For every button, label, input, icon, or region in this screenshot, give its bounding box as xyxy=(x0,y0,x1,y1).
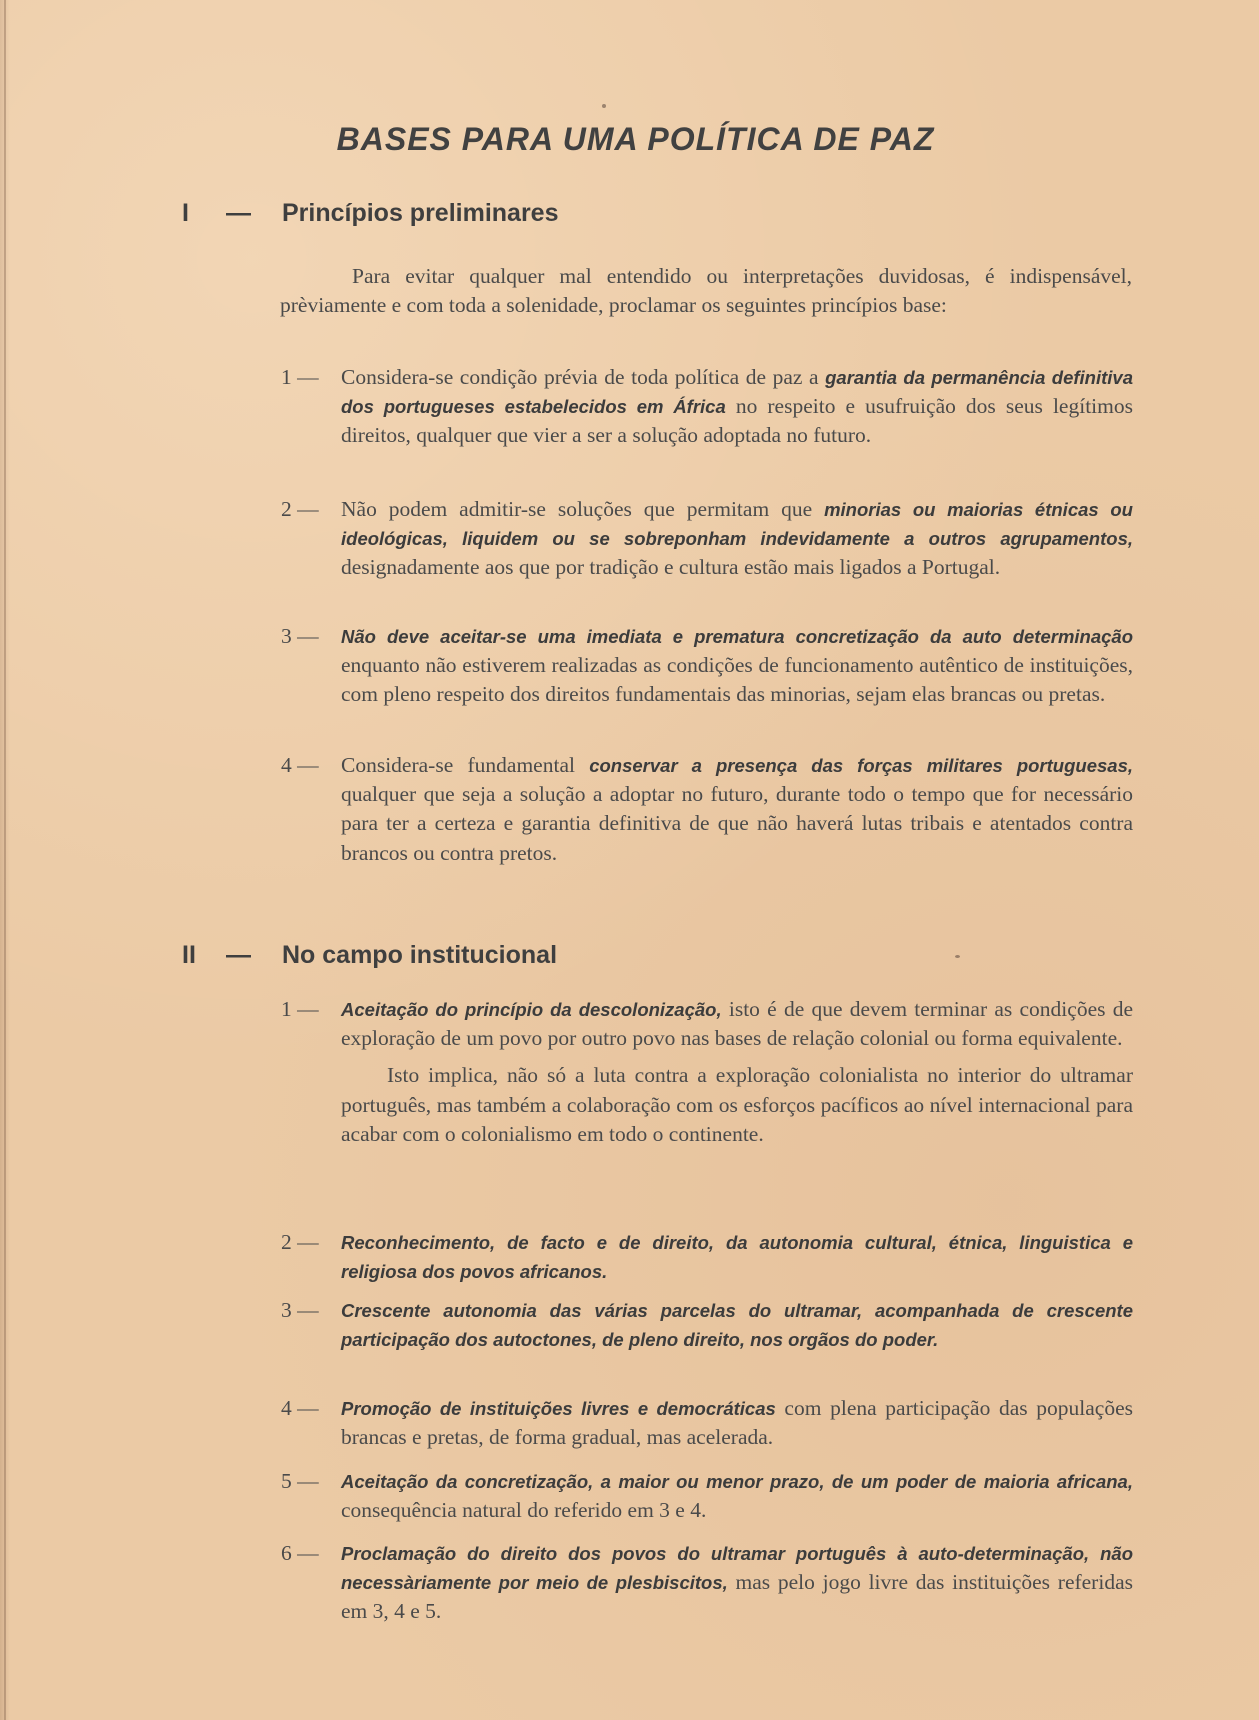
item-emphasis: conservar a presença das forças militares portuguesas, xyxy=(589,755,1133,776)
item-marker: 3 — xyxy=(281,624,319,648)
item-text: consequência natural do referido em 3 e 4. xyxy=(341,1498,707,1523)
section-heading-1 xyxy=(182,199,559,228)
section-dash: — xyxy=(226,941,251,969)
list-item xyxy=(281,1296,1133,1354)
item-number: 3 xyxy=(281,1298,292,1322)
item-text: Considera-se condição prévia de toda política de paz a xyxy=(341,365,826,389)
list-item xyxy=(281,495,1133,583)
list-item xyxy=(281,1394,1133,1452)
list-item xyxy=(281,363,1133,451)
item-body xyxy=(341,751,1133,868)
item-text: mas pelo jogo livre das instituições referidas em 3, 4 e 5. xyxy=(341,1570,1133,1624)
item-number: 2 xyxy=(281,1230,292,1254)
document-title: BASES PARA UMA POLÍTICA DE PAZ xyxy=(336,121,935,157)
section-title: Princípios preliminares xyxy=(282,199,559,227)
item-body xyxy=(341,622,1133,710)
item-number: 4 xyxy=(281,1396,292,1420)
item-emphasis: Crescente autonomia das várias parcelas do ultramar, acompanhada de crescente participação dos autoctones, de pleno direito, nos orgãos do poder. xyxy=(341,1300,1133,1351)
item-number: 1 xyxy=(281,365,292,389)
item-number: 4 xyxy=(281,753,292,777)
item-number: 3 xyxy=(281,624,292,648)
item-text: Não podem admitir-se soluções que permitam que xyxy=(341,497,825,521)
item-number: 1 xyxy=(281,997,292,1021)
item-marker: 2 — xyxy=(281,1230,319,1254)
item-marker: 2 — xyxy=(281,497,319,521)
item-marker: 3 — xyxy=(281,1298,319,1322)
item-text: isto é de que devem terminar as condições de exploração de um povo por outro povo nas bases de relação colonial ou forma equivalente. xyxy=(341,997,1134,1051)
item-emphasis: minorias ou maiorias étnicas ou ideológicas, liquidem ou se sobreponham indevidamente a outros agrupamentos, xyxy=(341,499,1133,550)
item-extra-paragraph: Isto implica, não só a luta contra a exploração colonialista no interior do ultramar português, mas também a colaboração com os esforços pacíficos ao nível internacional para acabar com o colonialismo em todo o continente. xyxy=(341,1063,1133,1146)
item-number: 5 xyxy=(281,1469,292,1493)
item-body xyxy=(341,1394,1133,1452)
item-emphasis: Reconhecimento, de facto e de direito, da autonomia cultural, étnica, linguistica e religiosa dos povos africanos. xyxy=(341,1232,1133,1283)
item-marker: 1 — xyxy=(281,997,319,1021)
section-number: I xyxy=(182,199,189,227)
list-item xyxy=(281,1539,1133,1627)
item-emphasis: Aceitação da concretização, a maior ou menor prazo, de um poder de maioria africana, xyxy=(341,1471,1133,1492)
item-marker: 1 — xyxy=(281,365,319,389)
list-item xyxy=(281,1467,1133,1525)
item-text: com plena participação das populações brancas e pretas, de forma gradual, mas acelerada. xyxy=(341,1396,1133,1450)
list-item xyxy=(281,995,1133,1149)
item-emphasis: Aceitação do princípio da descolonização, xyxy=(341,999,722,1020)
item-marker: 4 — xyxy=(281,753,319,777)
ink-speck xyxy=(602,104,606,108)
item-body xyxy=(341,995,1133,1149)
item-body xyxy=(341,363,1133,451)
item-text: enquanto não estiverem realizadas as condições de funcionamento autêntico de instituições, com pleno respeito dos direitos fundamentais das minorias, sejam elas brancas ou pretas. xyxy=(341,653,1133,707)
section-number: II xyxy=(182,941,196,969)
item-body xyxy=(341,1228,1133,1286)
item-emphasis: garantia da permanência definitiva dos portugueses estabelecidos em África xyxy=(341,367,1133,418)
item-number: 2 xyxy=(281,497,292,521)
item-marker: 4 — xyxy=(281,1396,319,1420)
list-item xyxy=(281,751,1133,868)
item-emphasis: Proclamação do direito dos povos do ultramar português à auto-determinação, não necessàriamente por meio de plesbiscitos, xyxy=(341,1543,1133,1594)
item-body xyxy=(341,1296,1133,1354)
list-item xyxy=(281,1228,1133,1286)
item-marker: 6 — xyxy=(281,1541,319,1565)
item-number: 6 xyxy=(281,1541,292,1565)
ink-speck xyxy=(955,955,960,958)
item-marker: 5 — xyxy=(281,1469,319,1493)
list-item xyxy=(281,622,1133,710)
section-title: No campo institucional xyxy=(282,941,558,969)
intro-paragraph xyxy=(280,262,1132,320)
item-emphasis: Promoção de instituições livres e democráticas xyxy=(341,1398,776,1419)
page-edge xyxy=(4,0,6,1720)
intro-text: Para evitar qualquer mal entendido ou interpretações duvidosas, é indispensável, prèviamente e com toda a solenidade, proclamar os seguintes princípios base: xyxy=(280,264,1132,318)
item-body xyxy=(341,1539,1133,1627)
item-text: no respeito e usufruição dos seus legítimos direitos, qualquer que vier a ser a solução adoptada no futuro. xyxy=(341,394,1133,448)
item-body xyxy=(341,495,1133,583)
item-text: Considera-se fundamental xyxy=(341,753,590,777)
section-heading-2 xyxy=(182,941,557,970)
item-text: qualquer que seja a solução a adoptar no futuro, durante todo o tempo que for necessário para ter a certeza e garantia definitiva de que não haverá lutas tribais e atentados contra brancos ou contra pretos. xyxy=(341,782,1133,865)
item-emphasis: Não deve aceitar-se uma imediata e prematura concretização da auto determinação xyxy=(341,626,1133,647)
section-dash: — xyxy=(226,199,251,227)
item-text: designadamente aos que por tradição e cultura estão mais ligados a Portugal. xyxy=(341,555,1001,580)
item-body xyxy=(341,1467,1133,1525)
